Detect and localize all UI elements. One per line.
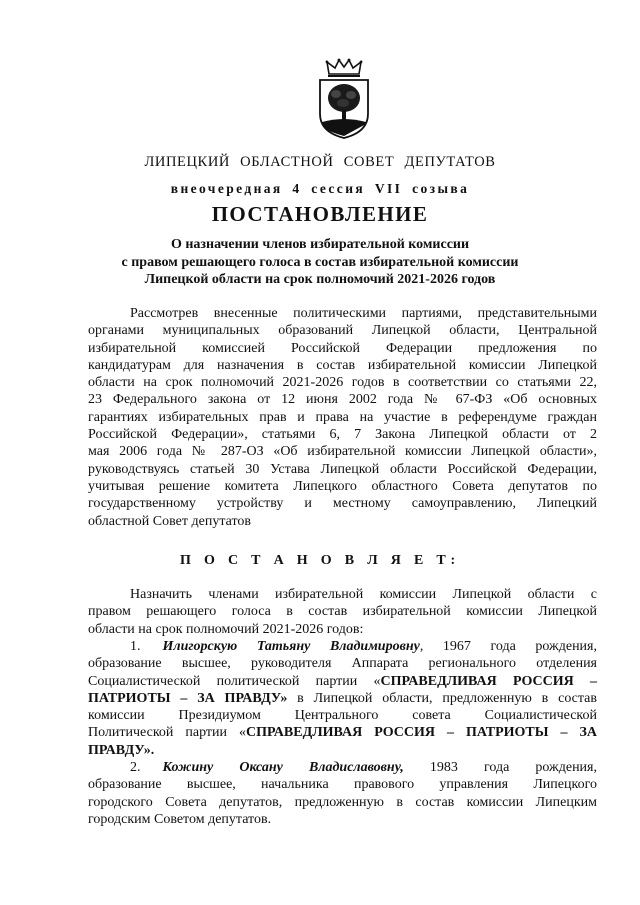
item-line (88, 742, 597, 759)
preamble-paragraph (88, 305, 597, 530)
document-subject (0, 236, 640, 289)
appointment-item-1 (88, 638, 597, 759)
party-name: СПРАВЕДЛИВАЯ РОССИЯ – ПАТРИОТЫ – ЗА (246, 725, 597, 741)
document-title: ПОСТАНОВЛЕНИЕ (211, 202, 429, 226)
preamble-line: избирательной комиссией Российской Федерации предложения по (88, 340, 597, 356)
preamble-line: органами муниципальных образований Липецкой области, Центральной (88, 323, 597, 339)
appointee-details: 1983 года рождения, (403, 760, 597, 775)
preamble-line: мая 2006 года № 287-ОЗ «Об избирательной комиссии Липецкой области», (88, 444, 597, 460)
appointee-details: , 1967 года рождения, (419, 639, 597, 654)
subject-line: с правом решающего голоса в состав избирательной комиссии (121, 254, 519, 270)
preamble-line: Российской Федерации», статьями 6, 7 Закона Липецкой области от 2 (88, 427, 597, 443)
appointee-name: Илигорскую Татьяну Владимировну (162, 639, 420, 654)
intro-paragraph (88, 586, 597, 638)
item-line: комиссии Президиумом Центрального совета Социалистической (88, 708, 597, 724)
item-text: Политической партии « (88, 725, 247, 741)
preamble-line: руководствуясь статьей 30 Устава Липецкой области Российской Федерации, (88, 461, 597, 477)
item-line: образование высшее, начальника правового управления Липецкого (88, 777, 597, 793)
item-text: в Липецкой области, предложенную в состав (287, 690, 597, 706)
decree-heading: П О С Т А Н О В Л Я Е Т: (179, 553, 461, 568)
preamble-line: учитывая решение комитета Липецкого областного Совета депутатов по (88, 478, 597, 494)
item-line: городским Советом депутатов. (88, 811, 272, 827)
item-first-line (88, 759, 597, 776)
item-first-line (88, 638, 597, 655)
party-name: ПРАВДУ». (88, 742, 155, 758)
item-line: городского Совета депутатов, предложенную в состав комиссии Липецким (88, 794, 597, 810)
coat-of-arms-icon (315, 58, 373, 140)
party-name: СПРАВЕДЛИВАЯ РОССИЯ – (380, 673, 597, 689)
intro-line: Назначить членами избирательной комиссии Липецкой области с (130, 587, 597, 602)
preamble-line: 23 Федерального закона от 12 июня 2002 года № 67-ФЗ «Об основных (88, 392, 597, 408)
item-line: образование высшее, руководителя Аппарата регионального отделения (88, 656, 597, 672)
preamble-line: гарантиях избирательных прав и права на участие в референдуме граждан (88, 409, 597, 425)
preamble-line: областной Совет депутатов (88, 513, 252, 529)
item-number: 1. (130, 639, 141, 654)
intro-line: правом решающего голоса в состав избирательной комиссии Липецкой (88, 604, 597, 620)
item-line (88, 690, 597, 707)
preamble-line: кандидатурам для назначения в состав избирательной комиссии Липецкой (88, 357, 597, 373)
appointee-name: Кожину Оксану Владиславовну, (162, 760, 404, 775)
intro-line: области на срок полномочий 2021-2026 годов: (88, 621, 364, 637)
item-text: Социалистической политической партии « (88, 673, 381, 689)
session-line: внеочередная 4 сессия VII созыва (170, 181, 470, 196)
item-line (88, 673, 597, 690)
preamble-line: области на срок полномочий 2021-2026 годов в соответствии со статьями 22, (88, 375, 597, 391)
council-name: ЛИПЕЦКИЙ ОБЛАСТНОЙ СОВЕТ ДЕПУТАТОВ (144, 154, 496, 170)
subject-line: О назначении членов избирательной комиссии (170, 237, 470, 252)
preamble-line: Рассмотрев внесенные политическими партиями, представительными (130, 306, 597, 321)
appointment-item-2 (88, 759, 597, 828)
item-line (88, 724, 597, 741)
preamble-line: государственному устройству и местному самоуправлению, Липецкий (88, 496, 597, 512)
subject-line: Липецкой области на срок полномочий 2021-2026 годов (144, 272, 496, 287)
item-number: 2. (130, 760, 141, 775)
party-name: ПАТРИОТЫ – ЗА ПРАВДУ» (88, 690, 288, 706)
